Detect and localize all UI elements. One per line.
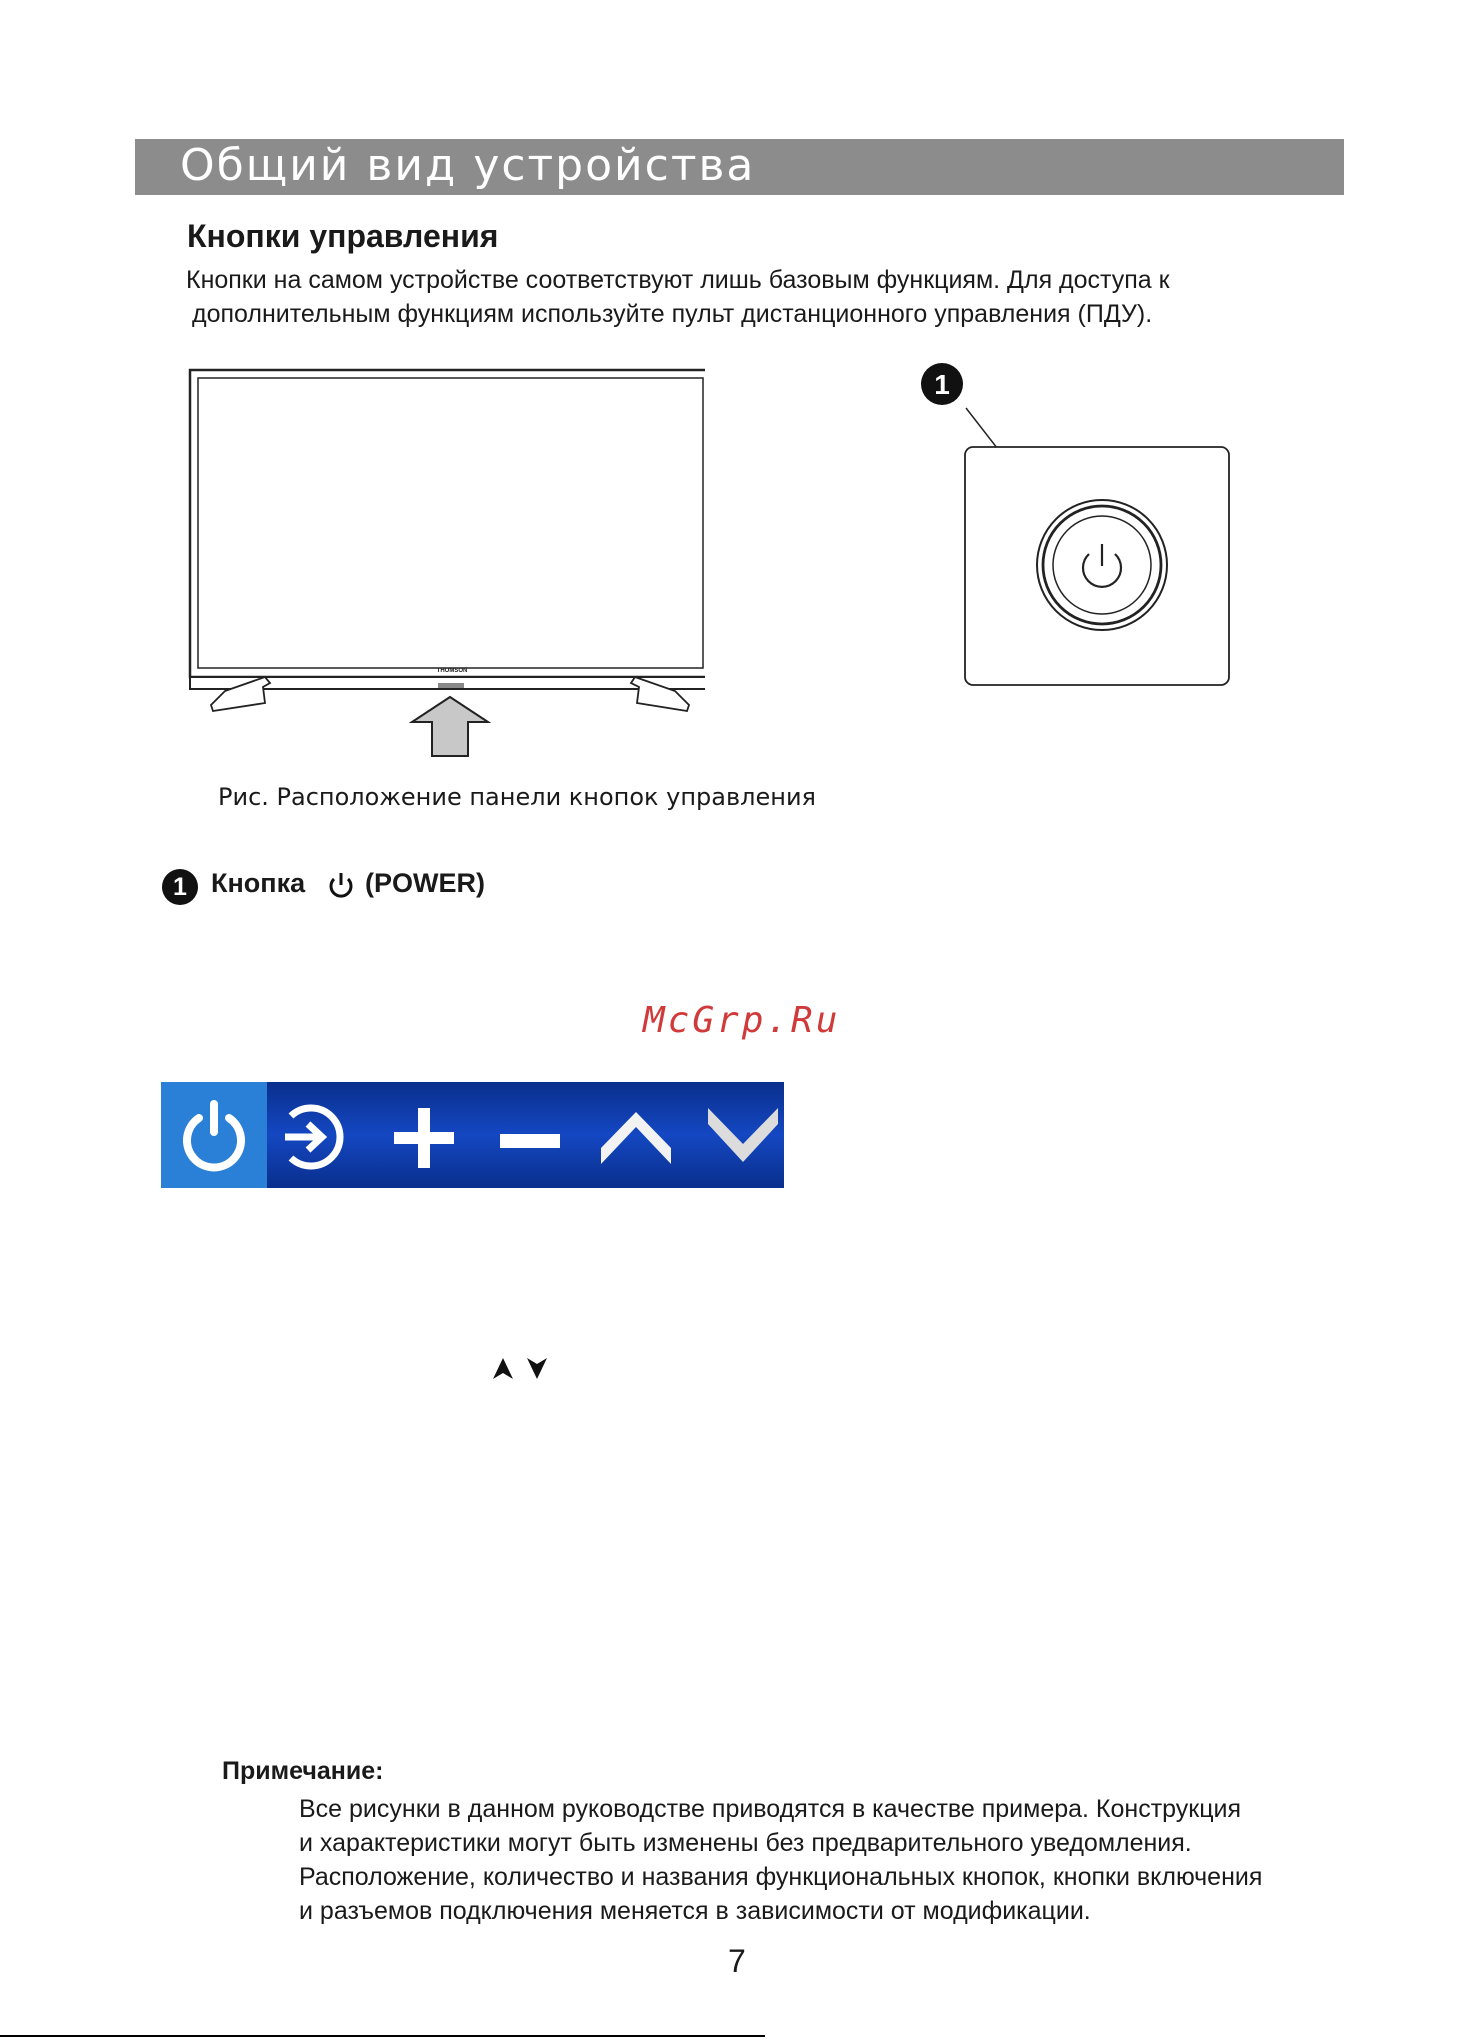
up-down-arrows-icon [490,1354,554,1384]
power-item-name: (POWER) [365,868,485,898]
note-line-4: и разъемов подключения меняется в зависимости от модификации. [299,1897,1091,1925]
page-title: Общий вид устройства [180,140,756,191]
note-title: Примечание: [222,1757,384,1785]
watermark: McGrp.Ru [643,1000,841,1041]
down-arrow-icon [527,1358,547,1379]
tv-illustration [185,365,705,765]
power-item-label: Кнопка [211,868,306,898]
tv-control-panel [438,683,464,688]
up-arrow-indicator-icon [412,697,488,756]
note-line-3: Расположение, количество и названия функциональных кнопок, кнопки включения [299,1863,1263,1891]
note-line-2: и характеристики могут быть изменены без предварительного уведомления. [299,1829,1192,1857]
strip-minus-icon[interactable] [500,1134,560,1148]
tv-brand-logo: THOMSON [436,668,468,674]
intro-line-2: дополнительным функциям используйте пульт дистанционного управления (ПДУ). [192,300,1153,328]
note-line-1: Все рисунки в данном руководстве приводятся в качестве примера. Конструкция [299,1795,1242,1823]
power-button-closeup [918,360,1238,700]
on-screen-control-strip [161,1082,784,1188]
intro-line-1: Кнопки на самом устройстве соответствуют лишь базовым функциям. Для доступа к [186,266,1170,294]
figure-caption: Рис. Расположение панели кнопок управления [218,783,816,811]
power-symbol-icon [326,870,356,900]
page-number: 7 [728,1943,746,1979]
item-number-badge: 1 [162,869,198,905]
section-title: Кнопки управления [187,218,499,254]
up-arrow-icon [493,1358,513,1379]
callout-number: 1 [934,369,950,400]
bottom-rule [0,2035,765,2037]
tv-screen [198,378,703,668]
